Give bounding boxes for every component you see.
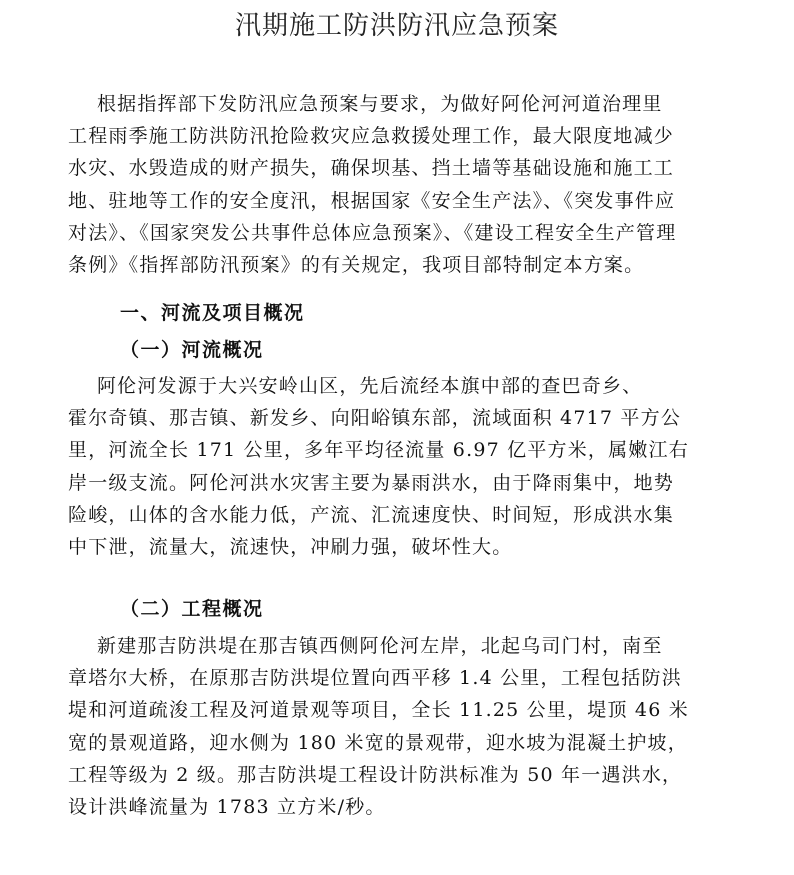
document-title: 汛期施工防洪防汛应急预案 (234, 11, 559, 41)
project-line: 新建那吉防洪堤在那吉镇西侧阿伦河左岸，北起乌司门村，南至 (68, 635, 663, 657)
river-line: 阿伦河发源于大兴安岭山区，先后流经本旗中部的查巴奇乡、 (68, 375, 643, 397)
project-line: 工程等级为 2 级。那吉防洪堤工程设计防洪标准为 50 年一遇洪水， (68, 763, 683, 786)
river-line: 险峻，山体的含水能力低，产流、汇流速度快、时间短，形成洪水集 (68, 503, 675, 526)
project-line: 章塔尔大桥，在原那吉防洪堤位置向西平移 1.4 公里，工程包括防洪 (68, 667, 682, 690)
river-line: 里，河流全长 171 公里，多年平均径流量 6.97 亿平方米，属嫩江右 (68, 439, 689, 462)
intro-paragraph (68, 88, 716, 281)
intro-line: 根据指挥部下发防汛应急预案与要求，为做好阿伦河河道治理里 (68, 93, 663, 115)
intro-line: 地、驻地等工作的安全度汛，根据国家《安全生产法》、《突发事件应 (68, 189, 676, 212)
river-line: 岸一级支流。阿伦河洪水灾害主要为暴雨洪水，由于降雨集中，地势 (68, 471, 675, 494)
intro-line: 条例》《指挥部防汛预案》的有关规定，我项目部特制定本方案。 (68, 254, 645, 277)
section-heading: 一、河流及项目概况 (120, 302, 305, 324)
river-line: 霍尔奇镇、那吉镇、新发乡、向阳峪镇东部，流域面积 4717 平方公 (68, 407, 682, 430)
project-line: 设计洪峰流量为 1783 立方米/秒。 (68, 796, 386, 819)
river-line: 中下泄，流量大，流速快，冲刷力强，破坏性大。 (68, 536, 513, 559)
intro-line: 对法》、《国家突发公共事件总体应急预案》、《建设工程安全生产管理 (68, 221, 677, 244)
intro-line: 水灾、水毁造成的财产损失，确保坝基、挡土墙等基础设施和施工工 (68, 157, 675, 180)
intro-line: 工程雨季施工防洪防汛抢险救灾应急救援处理工作，最大限度地减少 (68, 125, 675, 148)
project-line: 堤和河道疏浚工程及河道景观等项目，全长 11.25 公里，堤顶 46 米 (68, 699, 689, 722)
river-paragraph (68, 370, 716, 563)
subsection-heading-project: （二）工程概况 (120, 598, 264, 620)
project-line: 宽的景观道路，迎水侧为 180 米宽的景观带，迎水坡为混凝土护坡， (68, 731, 688, 754)
project-paragraph (68, 630, 716, 823)
subsection-heading-river: （一）河流概况 (120, 339, 264, 361)
